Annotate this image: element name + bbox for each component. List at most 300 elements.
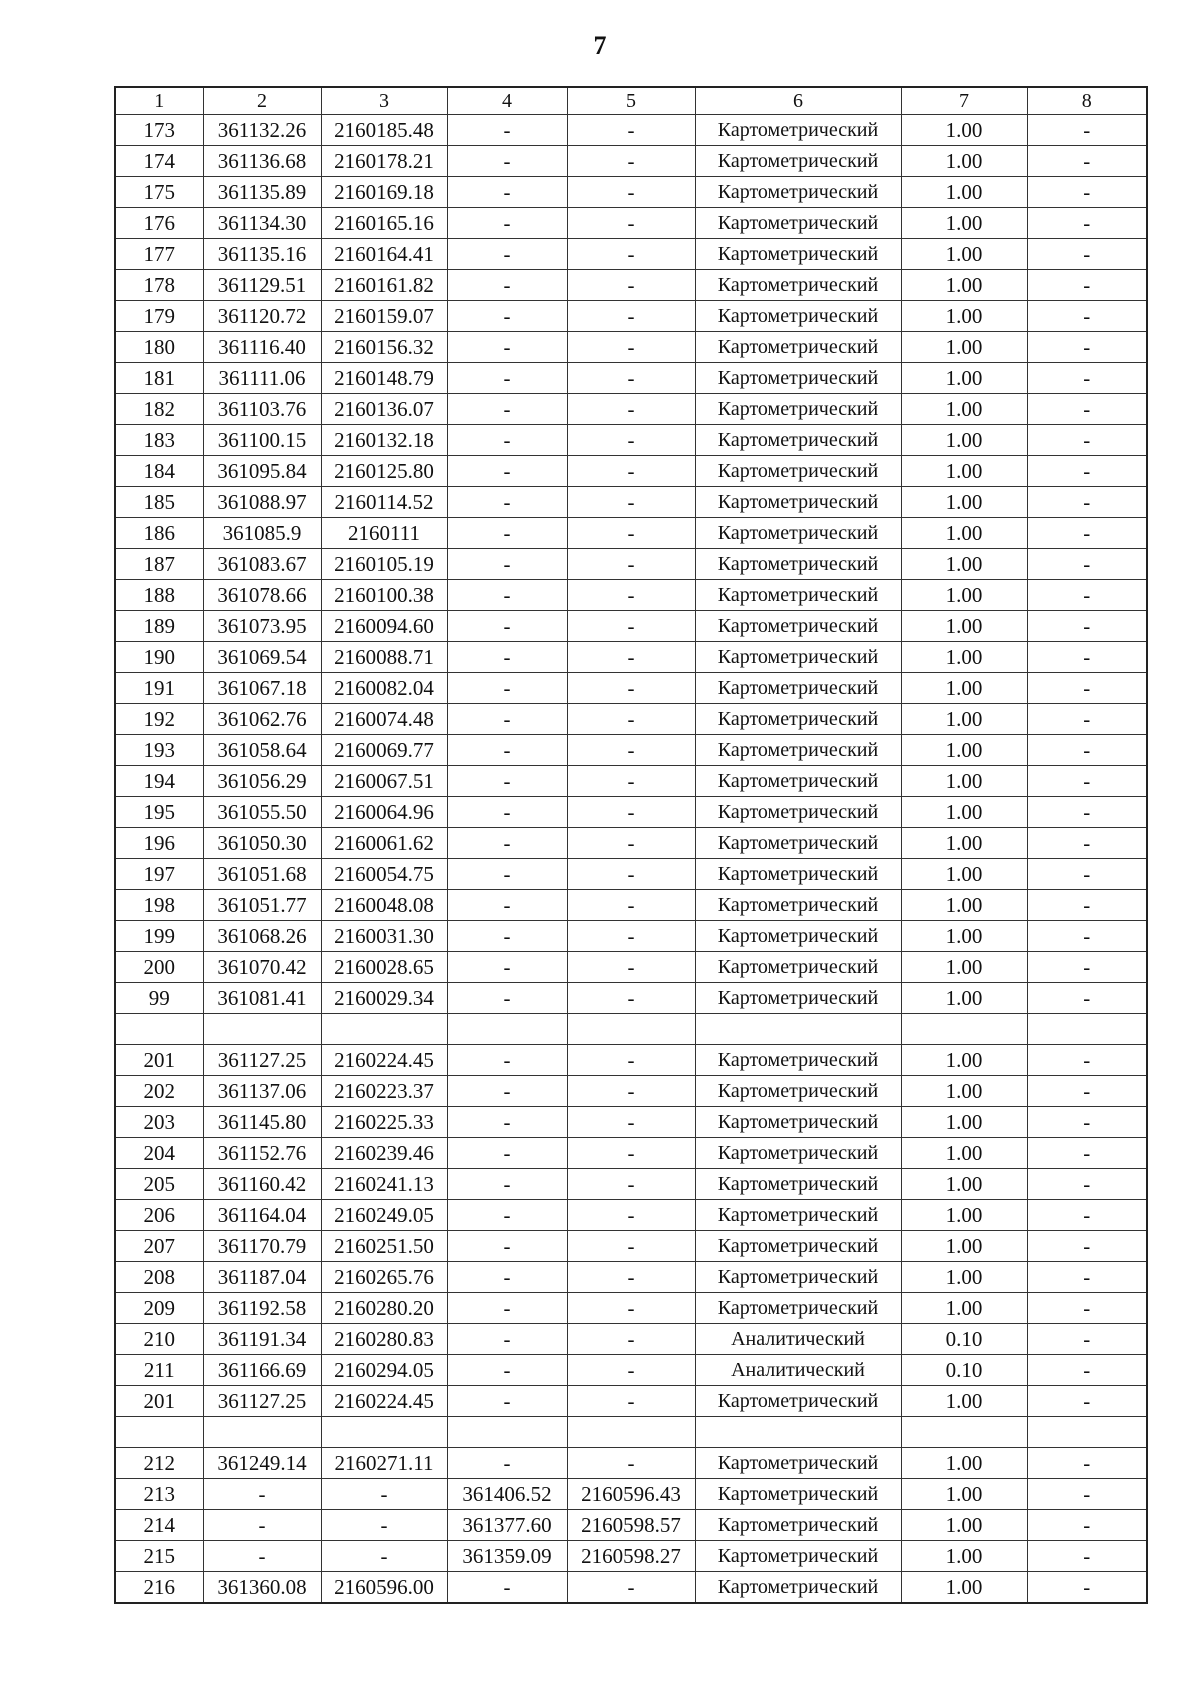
- table-cell-col-5: -: [567, 425, 695, 456]
- table-cell-col-4: -: [447, 1448, 567, 1479]
- table-cell-col-5: -: [567, 1231, 695, 1262]
- table-cell-col-8: -: [1027, 1200, 1147, 1231]
- table-cell-col-1: 210: [115, 1324, 203, 1355]
- table-cell-col-7: 0.10: [901, 1355, 1027, 1386]
- table-cell-col-3: 2160156.32: [321, 332, 447, 363]
- table-cell-col-3: 2160031.30: [321, 921, 447, 952]
- table-cell-col-1: 201: [115, 1386, 203, 1417]
- table-cell-col-2: 361051.68: [203, 859, 321, 890]
- table-cell-col-6: Картометрический: [695, 921, 901, 952]
- table-cell-col-4: -: [447, 983, 567, 1014]
- table-cell-col-2: 361152.76: [203, 1138, 321, 1169]
- table-cell-col-6: Картометрический: [695, 1231, 901, 1262]
- table-cell-col-8: -: [1027, 1541, 1147, 1572]
- table-cell-col-4: -: [447, 735, 567, 766]
- column-header-1: 1: [115, 87, 203, 115]
- table-cell-col-3: 2160082.04: [321, 673, 447, 704]
- table-cell-col-7: 1.00: [901, 642, 1027, 673]
- table-cell-col-4: -: [447, 456, 567, 487]
- table-cell-col-8: -: [1027, 518, 1147, 549]
- table-row: [115, 518, 1147, 549]
- table-cell-col-1: 209: [115, 1293, 203, 1324]
- table-cell-col-5: -: [567, 456, 695, 487]
- table-cell-col-8: -: [1027, 828, 1147, 859]
- table-cell-col-1: 182: [115, 394, 203, 425]
- table-cell-col-1: 204: [115, 1138, 203, 1169]
- table-cell-col-5: -: [567, 1107, 695, 1138]
- table-cell-col-6: Картометрический: [695, 1541, 901, 1572]
- table-cell-col-1: [115, 1417, 203, 1448]
- table-cell-col-7: 1.00: [901, 1479, 1027, 1510]
- table-row: [115, 332, 1147, 363]
- table-cell-col-8: -: [1027, 1510, 1147, 1541]
- table-cell-col-6: Картометрический: [695, 952, 901, 983]
- table-cell-col-3: 2160241.13: [321, 1169, 447, 1200]
- column-header-4: 4: [447, 87, 567, 115]
- table-cell-col-5: -: [567, 921, 695, 952]
- table-row: [115, 1107, 1147, 1138]
- table-cell-col-8: -: [1027, 859, 1147, 890]
- table-cell-col-8: -: [1027, 394, 1147, 425]
- table-row: [115, 580, 1147, 611]
- table-row: [115, 1293, 1147, 1324]
- table-cell-col-8: -: [1027, 580, 1147, 611]
- table-cell-col-7: [901, 1014, 1027, 1045]
- table-cell-col-5: -: [567, 1262, 695, 1293]
- table-cell-col-6: Картометрический: [695, 146, 901, 177]
- table-cell-col-6: Картометрический: [695, 301, 901, 332]
- table-cell-col-7: 1.00: [901, 704, 1027, 735]
- table-cell-col-5: -: [567, 1386, 695, 1417]
- page-number: 7: [593, 31, 607, 60]
- table-cell-col-1: 215: [115, 1541, 203, 1572]
- table-row: [115, 146, 1147, 177]
- table-cell-col-2: 361135.89: [203, 177, 321, 208]
- table-cell-col-4: -: [447, 146, 567, 177]
- table-cell-col-4: -: [447, 177, 567, 208]
- table-row: [115, 1572, 1147, 1604]
- table-cell-col-7: 1.00: [901, 1386, 1027, 1417]
- column-header-5: 5: [567, 87, 695, 115]
- table-cell-col-3: 2160161.82: [321, 270, 447, 301]
- table-cell-col-3: 2160164.41: [321, 239, 447, 270]
- table-row: [115, 952, 1147, 983]
- table-cell-col-1: 196: [115, 828, 203, 859]
- table-cell-col-1: 192: [115, 704, 203, 735]
- table-cell-col-1: 214: [115, 1510, 203, 1541]
- table-cell-col-5: -: [567, 1076, 695, 1107]
- table-cell-col-2: 361170.79: [203, 1231, 321, 1262]
- table-cell-col-8: -: [1027, 1138, 1147, 1169]
- table-cell-col-2: 361135.16: [203, 239, 321, 270]
- table-cell-col-7: 1.00: [901, 611, 1027, 642]
- table-cell-col-7: 1.00: [901, 983, 1027, 1014]
- table-row: [115, 1200, 1147, 1231]
- table-cell-col-8: -: [1027, 735, 1147, 766]
- table-cell-col-4: -: [447, 1572, 567, 1604]
- table-cell-col-3: 2160105.19: [321, 549, 447, 580]
- table-cell-col-4: -: [447, 921, 567, 952]
- table-cell-col-7: 1.00: [901, 1231, 1027, 1262]
- table-row: [115, 1479, 1147, 1510]
- table-cell-col-2: 361187.04: [203, 1262, 321, 1293]
- table-cell-col-6: Картометрический: [695, 890, 901, 921]
- table-cell-col-5: 2160598.57: [567, 1510, 695, 1541]
- table-cell-col-2: 361145.80: [203, 1107, 321, 1138]
- table-cell-col-2: 361129.51: [203, 270, 321, 301]
- table-cell-col-3: -: [321, 1510, 447, 1541]
- table-cell-col-3: 2160028.65: [321, 952, 447, 983]
- table-cell-col-8: -: [1027, 1045, 1147, 1076]
- table-cell-col-3: 2160069.77: [321, 735, 447, 766]
- table-cell-col-8: -: [1027, 146, 1147, 177]
- table-cell-col-3: 2160280.83: [321, 1324, 447, 1355]
- table-cell-col-7: 1.00: [901, 766, 1027, 797]
- table-cell-col-5: -: [567, 983, 695, 1014]
- table-cell-col-5: -: [567, 735, 695, 766]
- separator-row: [115, 1014, 1147, 1045]
- table-cell-col-6: Картометрический: [695, 673, 901, 704]
- table-cell-col-6: Картометрический: [695, 239, 901, 270]
- table-cell-col-1: 193: [115, 735, 203, 766]
- table-row: [115, 1045, 1147, 1076]
- table-cell-col-6: Картометрический: [695, 549, 901, 580]
- table-cell-col-4: -: [447, 611, 567, 642]
- table-cell-col-1: 185: [115, 487, 203, 518]
- table-cell-col-8: -: [1027, 549, 1147, 580]
- table-cell-col-4: [447, 1417, 567, 1448]
- table-cell-col-3: 2160294.05: [321, 1355, 447, 1386]
- table-cell-col-3: 2160265.76: [321, 1262, 447, 1293]
- table-row: [115, 270, 1147, 301]
- table-cell-col-4: -: [447, 828, 567, 859]
- table-cell-col-1: 197: [115, 859, 203, 890]
- table-cell-col-5: -: [567, 301, 695, 332]
- table-cell-col-7: 1.00: [901, 518, 1027, 549]
- table-row: [115, 1541, 1147, 1572]
- table-cell-col-8: -: [1027, 115, 1147, 146]
- table-cell-col-4: -: [447, 1231, 567, 1262]
- table-cell-col-4: -: [447, 766, 567, 797]
- table-cell-col-7: 1.00: [901, 425, 1027, 456]
- table-cell-col-7: 1.00: [901, 859, 1027, 890]
- table-cell-col-4: -: [447, 1293, 567, 1324]
- table-cell-col-2: 361111.06: [203, 363, 321, 394]
- table-cell-col-3: -: [321, 1541, 447, 1572]
- table-cell-col-6: Картометрический: [695, 735, 901, 766]
- table-cell-col-2: 361067.18: [203, 673, 321, 704]
- table-cell-col-8: -: [1027, 363, 1147, 394]
- table-row: [115, 983, 1147, 1014]
- table-cell-col-3: 2160165.16: [321, 208, 447, 239]
- table-cell-col-3: 2160169.18: [321, 177, 447, 208]
- table-cell-col-3: 2160271.11: [321, 1448, 447, 1479]
- table-cell-col-4: -: [447, 208, 567, 239]
- table-row: [115, 425, 1147, 456]
- table-cell-col-5: -: [567, 1138, 695, 1169]
- table-cell-col-6: Картометрический: [695, 611, 901, 642]
- table-cell-col-1: 177: [115, 239, 203, 270]
- table-cell-col-4: -: [447, 1045, 567, 1076]
- table-cell-col-5: -: [567, 580, 695, 611]
- table-row: [115, 735, 1147, 766]
- table-cell-col-7: 1.00: [901, 487, 1027, 518]
- table-cell-col-2: 361137.06: [203, 1076, 321, 1107]
- table-cell-col-6: Картометрический: [695, 1448, 901, 1479]
- table-body: [115, 115, 1147, 1604]
- table-row: [115, 363, 1147, 394]
- table-cell-col-7: 1.00: [901, 1076, 1027, 1107]
- table-cell-col-5: -: [567, 797, 695, 828]
- table-cell-col-7: 1.00: [901, 456, 1027, 487]
- table-row: [115, 487, 1147, 518]
- table-cell-col-5: -: [567, 115, 695, 146]
- table-row: [115, 1138, 1147, 1169]
- table-cell-col-2: 361136.68: [203, 146, 321, 177]
- table-cell-col-6: Картометрический: [695, 1262, 901, 1293]
- table-cell-col-1: 206: [115, 1200, 203, 1231]
- table-row: [115, 766, 1147, 797]
- table-cell-col-5: -: [567, 642, 695, 673]
- column-header-8: 8: [1027, 87, 1147, 115]
- table-row: [115, 177, 1147, 208]
- column-header-7: 7: [901, 87, 1027, 115]
- table-cell-col-6: Картометрический: [695, 1076, 901, 1107]
- table-cell-col-3: 2160048.08: [321, 890, 447, 921]
- table-row: [115, 890, 1147, 921]
- table-cell-col-6: Картометрический: [695, 1107, 901, 1138]
- table-cell-col-1: 211: [115, 1355, 203, 1386]
- table-cell-col-7: 1.00: [901, 1200, 1027, 1231]
- table-cell-col-7: 1.00: [901, 952, 1027, 983]
- table-cell-col-5: -: [567, 1355, 695, 1386]
- table-cell-col-6: Картометрический: [695, 983, 901, 1014]
- table-cell-col-7: 1.00: [901, 208, 1027, 239]
- table-cell-col-8: -: [1027, 332, 1147, 363]
- table-cell-col-4: 361406.52: [447, 1479, 567, 1510]
- table-cell-col-8: [1027, 1417, 1147, 1448]
- table-row: [115, 394, 1147, 425]
- column-header-6: 6: [695, 87, 901, 115]
- table-cell-col-8: -: [1027, 921, 1147, 952]
- table-row: [115, 1324, 1147, 1355]
- table-cell-col-4: -: [447, 673, 567, 704]
- table-cell-col-4: -: [447, 332, 567, 363]
- table-cell-col-4: -: [447, 425, 567, 456]
- table-cell-col-4: -: [447, 270, 567, 301]
- table-cell-col-5: -: [567, 1200, 695, 1231]
- table-cell-col-8: -: [1027, 1324, 1147, 1355]
- table-cell-col-3: 2160223.37: [321, 1076, 447, 1107]
- table-row: [115, 1231, 1147, 1262]
- table-cell-col-4: -: [447, 394, 567, 425]
- table-cell-col-8: -: [1027, 1076, 1147, 1107]
- table-cell-col-2: -: [203, 1541, 321, 1572]
- table-cell-col-8: -: [1027, 239, 1147, 270]
- table-cell-col-6: Картометрический: [695, 425, 901, 456]
- table-cell-col-6: Картометрический: [695, 208, 901, 239]
- table-cell-col-3: 2160064.96: [321, 797, 447, 828]
- table-row: [115, 1169, 1147, 1200]
- table-cell-col-6: Картометрический: [695, 1200, 901, 1231]
- table-cell-col-7: 1.00: [901, 1572, 1027, 1604]
- table-cell-col-4: -: [447, 115, 567, 146]
- table-cell-col-4: -: [447, 797, 567, 828]
- table-cell-col-7: 1.00: [901, 828, 1027, 859]
- table-cell-col-4: -: [447, 1324, 567, 1355]
- table-cell-col-1: 187: [115, 549, 203, 580]
- table-cell-col-7: 1.00: [901, 363, 1027, 394]
- table-cell-col-6: [695, 1417, 901, 1448]
- table-cell-col-2: 361249.14: [203, 1448, 321, 1479]
- table-cell-col-7: 1.00: [901, 270, 1027, 301]
- table-cell-col-1: 174: [115, 146, 203, 177]
- table-cell-col-2: 361085.9: [203, 518, 321, 549]
- table-cell-col-2: 361132.26: [203, 115, 321, 146]
- table-cell-col-8: -: [1027, 456, 1147, 487]
- table-cell-col-2: 361083.67: [203, 549, 321, 580]
- table-cell-col-3: 2160074.48: [321, 704, 447, 735]
- table-cell-col-3: 2160224.45: [321, 1386, 447, 1417]
- table-cell-col-8: -: [1027, 1355, 1147, 1386]
- table-cell-col-4: -: [447, 363, 567, 394]
- table-row: [115, 1386, 1147, 1417]
- table-cell-col-5: -: [567, 1169, 695, 1200]
- table-row: [115, 642, 1147, 673]
- table-cell-col-6: Картометрический: [695, 1386, 901, 1417]
- table-cell-col-5: -: [567, 673, 695, 704]
- table-cell-col-7: [901, 1417, 1027, 1448]
- table-cell-col-3: 2160114.52: [321, 487, 447, 518]
- table-cell-col-4: -: [447, 1262, 567, 1293]
- table-cell-col-1: 191: [115, 673, 203, 704]
- table-cell-col-2: [203, 1417, 321, 1448]
- table-cell-col-3: 2160136.07: [321, 394, 447, 425]
- table-cell-col-4: -: [447, 518, 567, 549]
- table-row: [115, 1076, 1147, 1107]
- table-cell-col-7: 1.00: [901, 1541, 1027, 1572]
- table-cell-col-2: -: [203, 1479, 321, 1510]
- table-cell-col-8: -: [1027, 611, 1147, 642]
- table-cell-col-2: 361051.77: [203, 890, 321, 921]
- table-cell-col-1: 190: [115, 642, 203, 673]
- table-cell-col-3: 2160178.21: [321, 146, 447, 177]
- table-cell-col-2: 361081.41: [203, 983, 321, 1014]
- table-cell-col-1: 189: [115, 611, 203, 642]
- table-cell-col-7: 0.10: [901, 1324, 1027, 1355]
- table-cell-col-6: Картометрический: [695, 1138, 901, 1169]
- table-cell-col-4: -: [447, 487, 567, 518]
- table-cell-col-5: -: [567, 1293, 695, 1324]
- table-cell-col-1: 216: [115, 1572, 203, 1604]
- table-cell-col-3: 2160100.38: [321, 580, 447, 611]
- table-cell-col-4: -: [447, 1355, 567, 1386]
- table-cell-col-6: Картометрический: [695, 363, 901, 394]
- table-cell-col-2: -: [203, 1510, 321, 1541]
- table-cell-col-5: [567, 1014, 695, 1045]
- table-cell-col-8: -: [1027, 1572, 1147, 1604]
- table-cell-col-6: [695, 1014, 901, 1045]
- table-cell-col-1: 186: [115, 518, 203, 549]
- table-cell-col-1: 208: [115, 1262, 203, 1293]
- table-cell-col-2: 361127.25: [203, 1045, 321, 1076]
- table-cell-col-3: 2160249.05: [321, 1200, 447, 1231]
- table-cell-col-1: 203: [115, 1107, 203, 1138]
- table-cell-col-1: 179: [115, 301, 203, 332]
- table-cell-col-7: 1.00: [901, 1138, 1027, 1169]
- table-cell-col-4: -: [447, 890, 567, 921]
- table-cell-col-5: -: [567, 1324, 695, 1355]
- table-cell-col-2: 361068.26: [203, 921, 321, 952]
- table-cell-col-2: 361134.30: [203, 208, 321, 239]
- table-cell-col-1: 176: [115, 208, 203, 239]
- table-cell-col-3: 2160111: [321, 518, 447, 549]
- table-cell-col-7: 1.00: [901, 146, 1027, 177]
- table-cell-col-6: Картометрический: [695, 580, 901, 611]
- table-cell-col-7: 1.00: [901, 1107, 1027, 1138]
- table-cell-col-8: -: [1027, 797, 1147, 828]
- table-cell-col-6: Картометрический: [695, 1045, 901, 1076]
- table-cell-col-1: 213: [115, 1479, 203, 1510]
- table-cell-col-4: -: [447, 301, 567, 332]
- table-cell-col-3: 2160224.45: [321, 1045, 447, 1076]
- table-cell-col-7: 1.00: [901, 673, 1027, 704]
- table-row: [115, 797, 1147, 828]
- table-cell-col-2: 361078.66: [203, 580, 321, 611]
- table-cell-col-4: 361359.09: [447, 1541, 567, 1572]
- table-cell-col-6: Картометрический: [695, 177, 901, 208]
- table-cell-col-1: 188: [115, 580, 203, 611]
- table-cell-col-2: 361070.42: [203, 952, 321, 983]
- table-cell-col-2: 361103.76: [203, 394, 321, 425]
- table-cell-col-6: Картометрический: [695, 115, 901, 146]
- table-cell-col-8: -: [1027, 642, 1147, 673]
- table-cell-col-8: -: [1027, 177, 1147, 208]
- table-cell-col-1: 198: [115, 890, 203, 921]
- table-cell-col-2: 361100.15: [203, 425, 321, 456]
- table-cell-col-4: [447, 1014, 567, 1045]
- table-cell-col-5: -: [567, 332, 695, 363]
- table-cell-col-8: -: [1027, 1262, 1147, 1293]
- table-cell-col-2: 361062.76: [203, 704, 321, 735]
- table-cell-col-5: -: [567, 270, 695, 301]
- table-cell-col-3: [321, 1417, 447, 1448]
- table-cell-col-1: 175: [115, 177, 203, 208]
- table-cell-col-6: Картометрический: [695, 859, 901, 890]
- table-cell-col-1: 99: [115, 983, 203, 1014]
- table-cell-col-1: [115, 1014, 203, 1045]
- table-cell-col-8: -: [1027, 208, 1147, 239]
- table-row: [115, 859, 1147, 890]
- table-cell-col-7: 1.00: [901, 332, 1027, 363]
- table-cell-col-2: 361056.29: [203, 766, 321, 797]
- table-cell-col-2: 361360.08: [203, 1572, 321, 1604]
- table-cell-col-4: -: [447, 952, 567, 983]
- table-cell-col-1: 200: [115, 952, 203, 983]
- table-cell-col-8: -: [1027, 270, 1147, 301]
- table-cell-col-5: -: [567, 766, 695, 797]
- table-cell-col-3: 2160239.46: [321, 1138, 447, 1169]
- table-cell-col-6: Картометрический: [695, 394, 901, 425]
- table-cell-col-8: -: [1027, 1448, 1147, 1479]
- table-row: [115, 239, 1147, 270]
- table-cell-col-3: 2160054.75: [321, 859, 447, 890]
- table-cell-col-4: -: [447, 1076, 567, 1107]
- table-cell-col-8: -: [1027, 890, 1147, 921]
- table-cell-col-1: 194: [115, 766, 203, 797]
- table-row: [115, 301, 1147, 332]
- table-row: [115, 673, 1147, 704]
